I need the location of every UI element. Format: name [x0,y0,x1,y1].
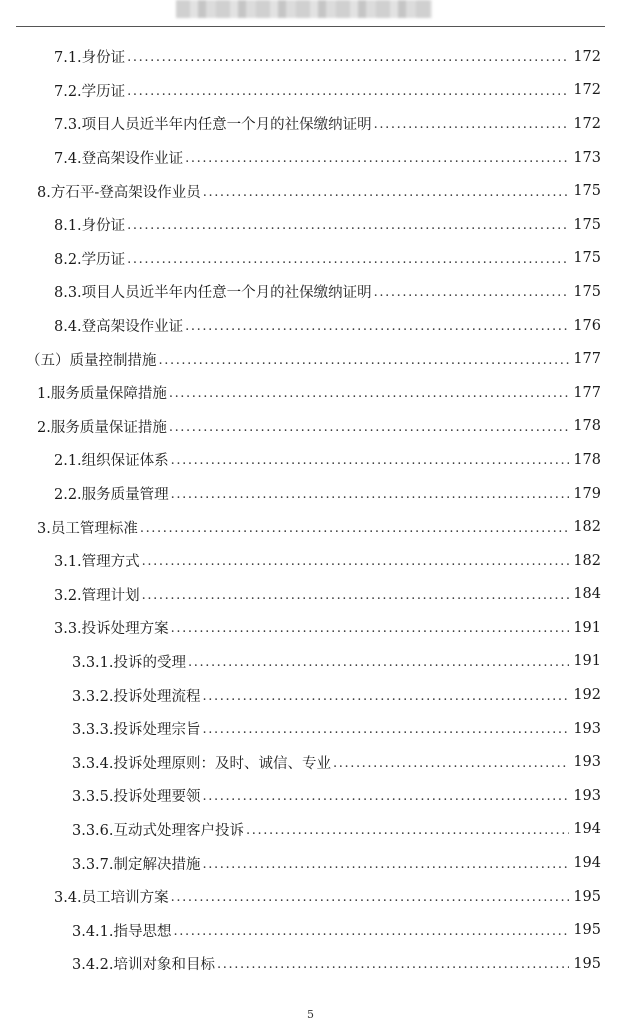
header-rule [16,26,605,27]
toc-entry[interactable] [0,544,621,578]
toc-entry-page-number: 184 [573,586,601,603]
toc-entry-title: 3.员工管理标准 [37,520,138,537]
toc-entry-title: （五）质量控制措施 [26,352,157,369]
toc-entry-page-number: 195 [573,955,601,972]
toc-entry-page-number: 193 [573,720,601,737]
toc-entry-title: 3.2.管理计划 [54,587,140,604]
toc-entry-title: 3.4.员工培训方案 [54,890,169,907]
toc-entry-page-number: 175 [573,283,601,300]
toc-entry-title: 7.1.身份证 [54,50,126,67]
toc-entry[interactable] [0,477,621,511]
dot-leader [169,386,569,401]
toc-entry-title: 3.3.投诉处理方案 [54,621,169,638]
toc-entry-title: 3.3.7.制定解决措施 [72,856,201,873]
dot-leader [203,789,569,804]
toc-entry[interactable] [0,712,621,746]
toc-entry-title: 7.4.登高架设作业证 [54,151,184,168]
toc-entry[interactable] [0,74,621,108]
toc-entry[interactable] [0,275,621,309]
dot-leader [374,117,569,132]
toc-entry[interactable] [0,913,621,947]
toc-entry-page-number: 177 [573,351,601,368]
dot-leader [185,319,569,334]
toc-entry[interactable] [0,242,621,276]
toc-entry-page-number: 175 [573,183,601,200]
toc-entry-page-number: 175 [573,250,601,267]
toc-entry[interactable] [0,779,621,813]
dot-leader [203,689,569,704]
toc-entry[interactable] [0,208,621,242]
toc-entry[interactable] [0,141,621,175]
toc-entry-page-number: 182 [573,552,601,569]
toc-entry-page-number: 195 [573,888,601,905]
toc-entry-page-number: 172 [573,48,601,65]
toc-entry[interactable] [0,578,621,612]
dot-leader [127,50,569,65]
dot-leader [171,487,569,502]
toc-entry-title: 3.3.3.投诉处理宗旨 [72,722,201,739]
toc-entry-title: 3.4.1.指导思想 [72,923,172,940]
toc-entry-title: 3.3.6.互动式处理客户投诉 [72,822,245,839]
dot-leader [127,84,569,99]
dot-leader [169,420,569,435]
toc-entry-title: 8.3.项目人员近半年内任意一个月的社保缴纳证明 [54,285,372,302]
toc-entry-page-number: 194 [573,821,601,838]
toc-entry-page-number: 179 [573,485,601,502]
toc-entry[interactable] [0,947,621,981]
toc-entry[interactable] [0,40,621,74]
toc-entry-page-number: 193 [573,787,601,804]
toc-entry-title: 2.2.服务质量管理 [54,487,169,504]
dot-leader [159,353,570,368]
toc-entry[interactable] [0,309,621,343]
toc-entry[interactable] [0,443,621,477]
toc-entry-page-number: 193 [573,754,601,771]
dot-leader [127,218,569,233]
toc-entry-title: 3.3.5.投诉处理要领 [72,789,201,806]
toc-entry-title: 7.2.学历证 [54,83,126,100]
toc-entry-page-number: 178 [573,451,601,468]
dot-leader [333,756,569,771]
toc-entry-page-number: 175 [573,216,601,233]
toc-entry[interactable] [0,880,621,914]
toc-entry[interactable] [0,376,621,410]
dot-leader [203,722,569,737]
dot-leader [246,823,569,838]
running-header-redacted [176,0,432,18]
toc-entry-page-number: 192 [573,687,601,704]
toc-entry-title: 8.1.身份证 [54,218,126,235]
dot-leader [185,151,569,166]
toc-entry[interactable] [0,846,621,880]
toc-entry-page-number: 191 [573,653,601,670]
toc-entry-title: 2.服务质量保证措施 [37,419,167,436]
dot-leader [142,554,569,569]
toc-entry-title: 3.3.4.投诉处理原则：及时、诚信、专业 [72,755,332,772]
toc-entry-title: 8.4.登高架设作业证 [54,319,184,336]
dot-leader [140,521,569,536]
toc-entry-title: 2.1.组织保证体系 [54,453,169,470]
toc-entry[interactable] [0,645,621,679]
dot-leader [142,588,569,603]
dot-leader [171,621,569,636]
toc-entry-title: 3.3.1.投诉的受理 [72,654,187,671]
toc-entry-page-number: 172 [573,82,601,99]
dot-leader [374,285,569,300]
dot-leader [188,655,569,670]
toc-entry-page-number: 195 [573,922,601,939]
dot-leader [203,857,569,872]
toc-entry-title: 7.3.项目人员近半年内任意一个月的社保缴纳证明 [54,117,372,134]
toc-entry-title: 3.4.2.培训对象和目标 [72,957,216,974]
toc-entry-title: 8.方石平-登高架设作业员 [37,184,201,201]
toc-entry[interactable] [0,611,621,645]
toc-entry-page-number: 182 [573,519,601,536]
dot-leader [171,890,569,905]
toc-entry[interactable] [0,678,621,712]
toc-entry[interactable] [0,342,621,376]
toc-entry-page-number: 172 [573,115,601,132]
toc-entry-title: 3.3.2.投诉处理流程 [72,688,201,705]
toc-entry-page-number: 176 [573,317,601,334]
dot-leader [174,924,569,939]
toc-entry[interactable] [0,813,621,847]
dot-leader [203,185,569,200]
toc-entry[interactable] [0,745,621,779]
toc-entry[interactable] [0,410,621,444]
table-of-contents [0,40,621,981]
toc-entry[interactable] [0,510,621,544]
toc-entry-title: 1.服务质量保障措施 [37,386,167,403]
dot-leader [217,957,569,972]
dot-leader [127,252,569,267]
toc-entry-page-number: 191 [573,619,601,636]
page-number: 5 [307,1008,314,1021]
toc-entry[interactable] [0,174,621,208]
toc-entry-title: 8.2.学历证 [54,251,126,268]
dot-leader [171,453,569,468]
toc-entry-page-number: 178 [573,418,601,435]
toc-entry[interactable] [0,107,621,141]
toc-entry-page-number: 177 [573,384,601,401]
toc-entry-title: 3.1.管理方式 [54,554,140,571]
toc-entry-page-number: 194 [573,855,601,872]
toc-entry-page-number: 173 [573,149,601,166]
